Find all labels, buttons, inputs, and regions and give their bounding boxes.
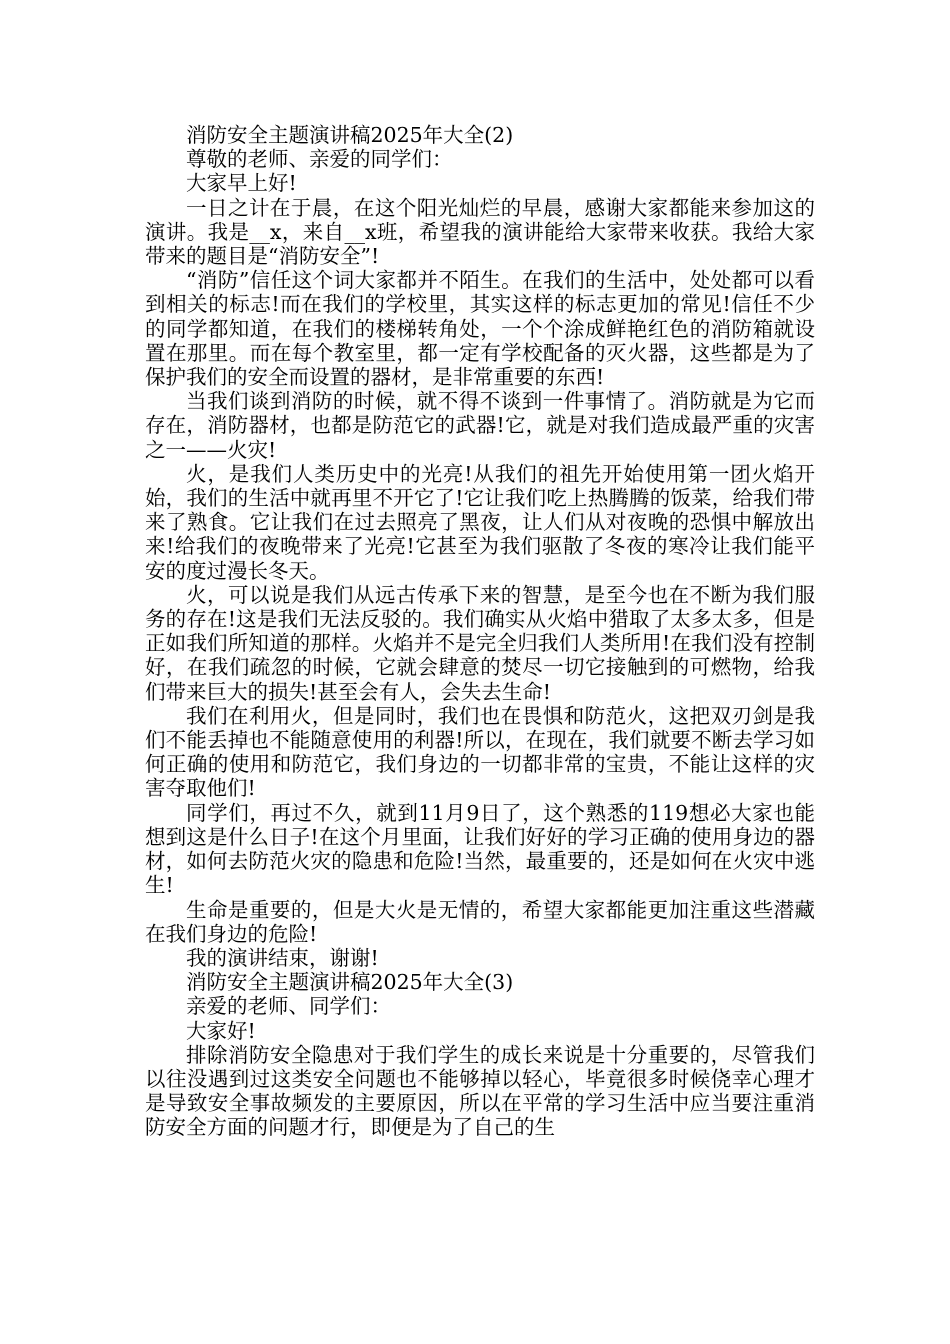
paragraph-hazard-elimination: 排除消防安全隐患对于我们学生的成长来说是十分重要的，尽管我们以往没遇到过这类安全问题也不能够掉以轻心，毕竟很多时候侥幸心理才是导致安全事故频发的主要原因，所以在平常的学习生活中应当要注重消防安全方面的问题才行，即便是为了自己的生 [145, 1042, 815, 1140]
speech-title-2: 消防安全主题演讲稿2025年大全(2) [186, 123, 514, 147]
greeting-good-morning: 大家早上好! [186, 171, 297, 196]
paragraph-november-9: 同学们，再过不久，就到11月9日了，这个熟悉的119想必大家也能想到这是什么日子!在这个月里面，让我们好好的学习正确的使用身边的器材，如何去防范火灾的隐患和危险!当然，最重要的，还是如何在火灾中逃生! [145, 800, 815, 898]
document-body [145, 123, 815, 1140]
greeting-hello: 大家好! [186, 1018, 256, 1043]
speech-closing: 我的演讲结束，谢谢! [186, 945, 379, 970]
paragraph-introduction: 一日之计在于晨，在这个阳光灿烂的早晨，感谢大家都能来参加这的演讲。我是__x，来自__x班，希望我的演讲能给大家带来收获。我给大家带来的题目是“消防安全”! [145, 195, 815, 269]
paragraph-fire-signs: “消防”信任这个词大家都并不陌生。在我们的生活中，处处都可以看到相关的标志!而在我们的学校里，其实这样的标志更加的常见!信任不少的同学都知道，在我们的楼梯转角处，一个个涂成鲜艳红色的消防箱就设置在那里。而在每个教室里，都一定有学校配备的灭火器，这些都是为了保护我们的安全而设置的器材，是非常重要的东西! [145, 268, 815, 390]
salutation-dear-teachers: 亲爱的老师、同学们： [186, 994, 391, 1019]
paragraph-life-important: 生命是重要的，但是大火是无情的，希望大家都能更加注重这些潜藏在我们身边的危险! [145, 897, 815, 946]
paragraph-fire-disaster: 当我们谈到消防的时候，就不得不谈到一件事情了。消防就是为它而存在，消防器材，也都是防范它的武器!它，就是对我们造成最严重的灾害之一——火灾! [145, 389, 815, 462]
paragraph-fire-wisdom: 火，可以说是我们从远古传承下来的智慧，是至今也在不断为我们服务的存在!这是我们无法反驳的。我们确实从火焰中猎取了太多太多，但是正如我们所知道的那样。火焰并不是完全归我们人类所用!在我们没有控制好，在我们疏忽的时候，它就会肆意的焚尽一切它接触到的可燃物，给我们带来巨大的损失!甚至会有人，会失去生命! [145, 582, 815, 704]
paragraph-fire-history: 火，是我们人类历史中的光亮!从我们的祖先开始使用第一团火焰开始，我们的生活中就再里不开它了!它让我们吃上热腾腾的饭菜，给我们带来了熟食。它让我们在过去照亮了黑夜，让人们从对夜晚的恐惧中解放出来!给我们的夜晚带来了光亮!它甚至为我们驱散了冬夜的寒冷让我们能平安的度过漫长冬天。 [145, 461, 815, 583]
salutation-teachers-students: 尊敬的老师、亲爱的同学们： [186, 147, 453, 172]
paragraph-double-edged-sword: 我们在利用火，但是同时，我们也在畏惧和防范火，这把双刃剑是我们不能丢掉也不能随意使用的利器!所以，在现在，我们就要不断去学习如何正确的使用和防范它，我们身边的一切都非常的宝贵，不能让这样的灾害夺取他们! [145, 703, 815, 801]
speech-title-3: 消防安全主题演讲稿2025年大全(3) [186, 970, 514, 995]
